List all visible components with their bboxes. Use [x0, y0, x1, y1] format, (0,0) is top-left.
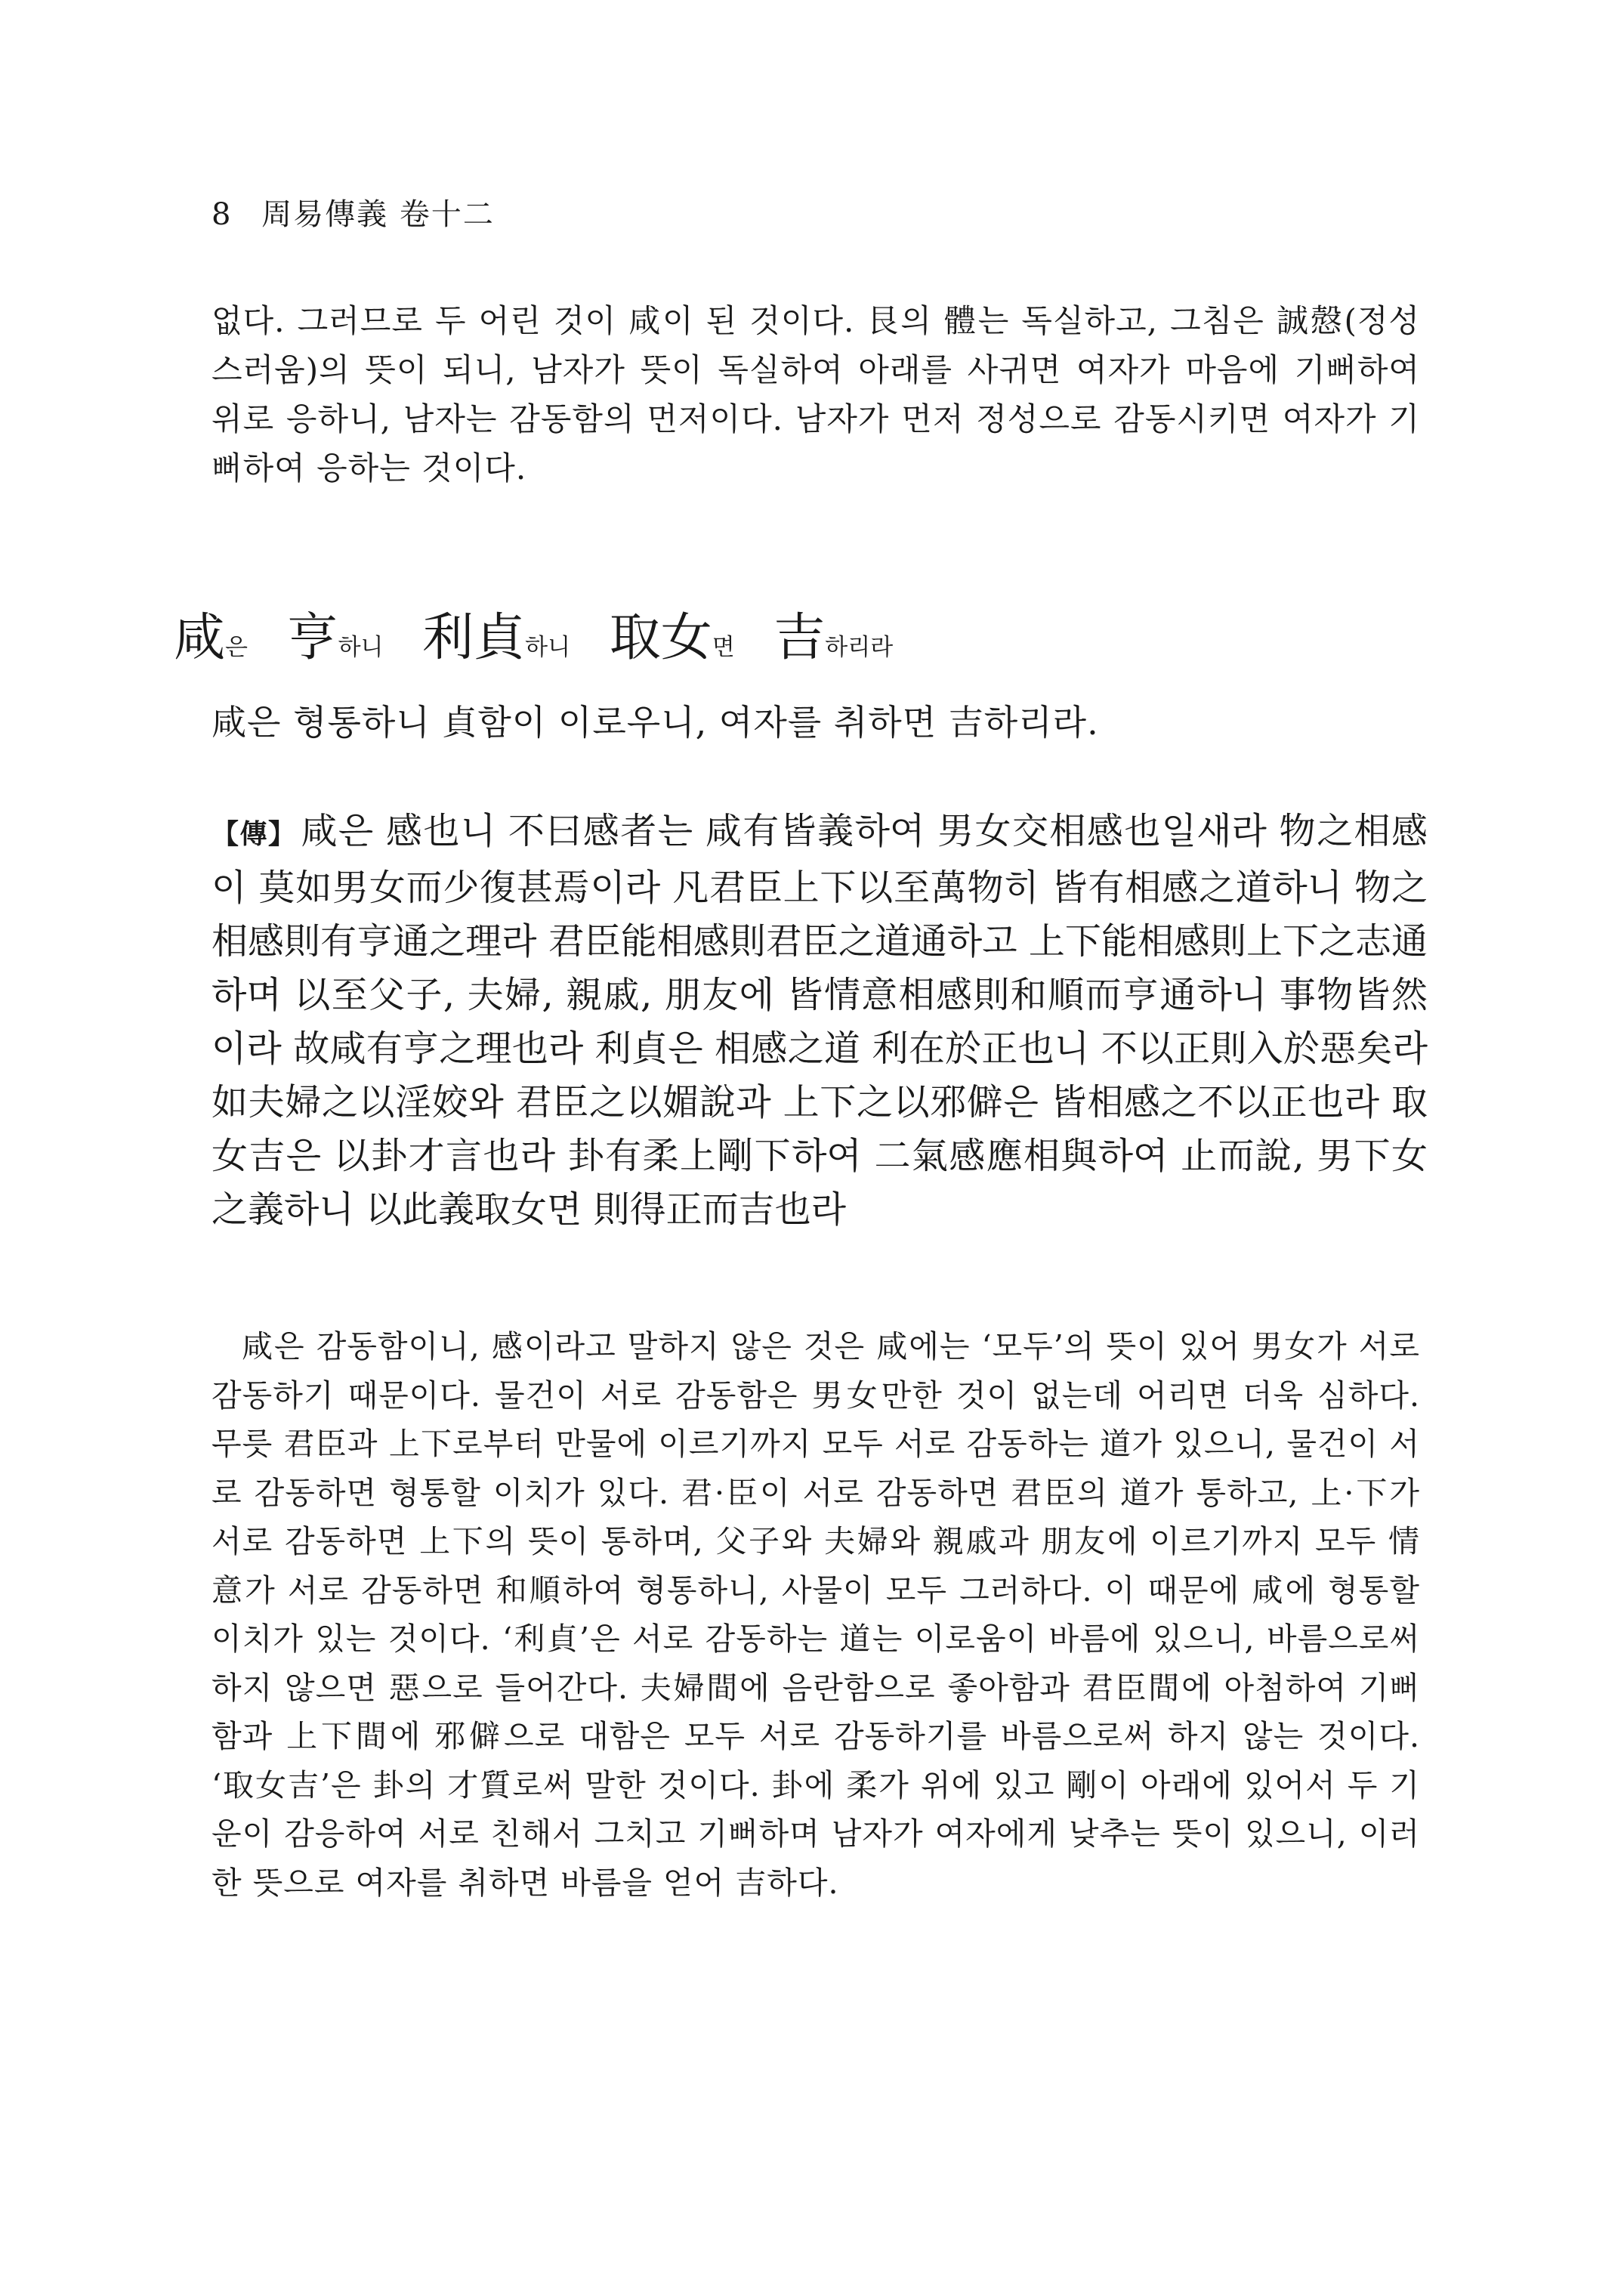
main-text-word: 亨 [286, 608, 338, 668]
page-number: 8 [211, 197, 233, 232]
main-text-word: 咸 [174, 608, 226, 668]
main-text-particle: 면 [712, 634, 735, 661]
main-text-particle: 하리라 [825, 634, 894, 661]
main-text-word: 利貞 [422, 608, 526, 668]
main-text-word: 吉 [773, 608, 826, 668]
intro-paragraph: 없다. 그러므로 두 어린 것이 咸이 된 것이다. 艮의 體는 독실하고, 그침은 誠慤(정성스러움)의 뜻이 되니, 남자가 뜻이 독실하여 아래를 사귀면 여자가 마음에 기뻐하여 위로 응하니, 남자는 감동함의 먼저이다. 남자가 먼저 정성으로 감동시키면 여자가 기뻐하여 응하는 것이다. [211, 302, 1420, 487]
main-text-particle: 하니 [525, 634, 571, 661]
classic-main-text [174, 597, 915, 670]
book-title: 周易傳義 卷十二 [261, 197, 495, 232]
main-text-translation: 咸은 형통하니 貞함이 이로우니, 여자를 취하면 吉하리라. [211, 702, 1099, 743]
commentary-body: 咸은 感也니 不曰感者는 咸有皆義하여 男女交相感也일새라 物之相感이 莫如男女而少復甚焉이라 凡君臣上下以至萬物히 皆有相感之道하니 物之相感則有亨通之理라 君臣能相感則君臣之道通하고 上下能相感則上下之志通하며 以至父子, 夫婦, 親戚, 朋友에 皆情意相感則和順而亨通하니 事物皆然이라 故咸有亨之理也라 利貞은 相感之道 利在於正也니 不以正則入於惡矣라 如夫婦之以淫姣와 君臣之以媚說과 上下之以邪僻은 皆相感之不以正也라 取女吉은 以卦才言也라 卦有柔上剛下하여 二氣感應相與하여 止而說, 男下女之義하니 以此義取女면 則得正而吉也라 [211, 810, 1428, 1231]
commentary-tag: 【傳】 [211, 818, 297, 850]
main-text-particle: 은 [225, 634, 248, 661]
commentary-translation: 咸은 감동함이니, 感이라고 말하지 않은 것은 咸에는 ‘모두’의 뜻이 있어 男女가 서로 감동하기 때문이다. 물건이 서로 감동함은 男女만한 것이 없는데 어리면 더욱 심하다. 무릇 君臣과 上下로부터 만물에 이르기까지 모두 서로 감동하는 道가 있으니, 물건이 서로 감동하면 형통할 이치가 있다. 君·臣이 서로 감동하면 君臣의 道가 통하고, 上·下가 서로 감동하면 上下의 뜻이 통하며, 父子와 夫婦와 親戚과 朋友에 이르기까지 모두 情意가 서로 감동하면 和順하여 형통하니, 사물이 모두 그러하다. 이 때문에 咸에 형통할 이치가 있는 것이다. ‘利貞’은 서로 감동하는 道는 이로움이 바름에 있으니, 바름으로써 하지 않으면 惡으로 들어간다. 夫婦間에 음란함으로 좋아함과 君臣間에 아첨하여 기뻐함과 上下間에 邪僻으로 대함은 모두 서로 감동하기를 바름으로써 하지 않는 것이다. ‘取女吉’은 卦의 才質로써 말한 것이다. 卦에 柔가 위에 있고 剛이 아래에 있어서 두 기운이 감응하여 서로 친해서 그치고 기뻐하며 남자가 여자에게 낮추는 뜻이 있으니, 이러한 뜻으로 여자를 취하면 바름을 얻어 吉하다. [211, 1328, 1420, 1901]
main-text-word: 取女 [609, 608, 712, 668]
main-text-particle: 하니 [338, 634, 384, 661]
running-head [211, 190, 495, 233]
cheng-commentary [211, 805, 1428, 1237]
